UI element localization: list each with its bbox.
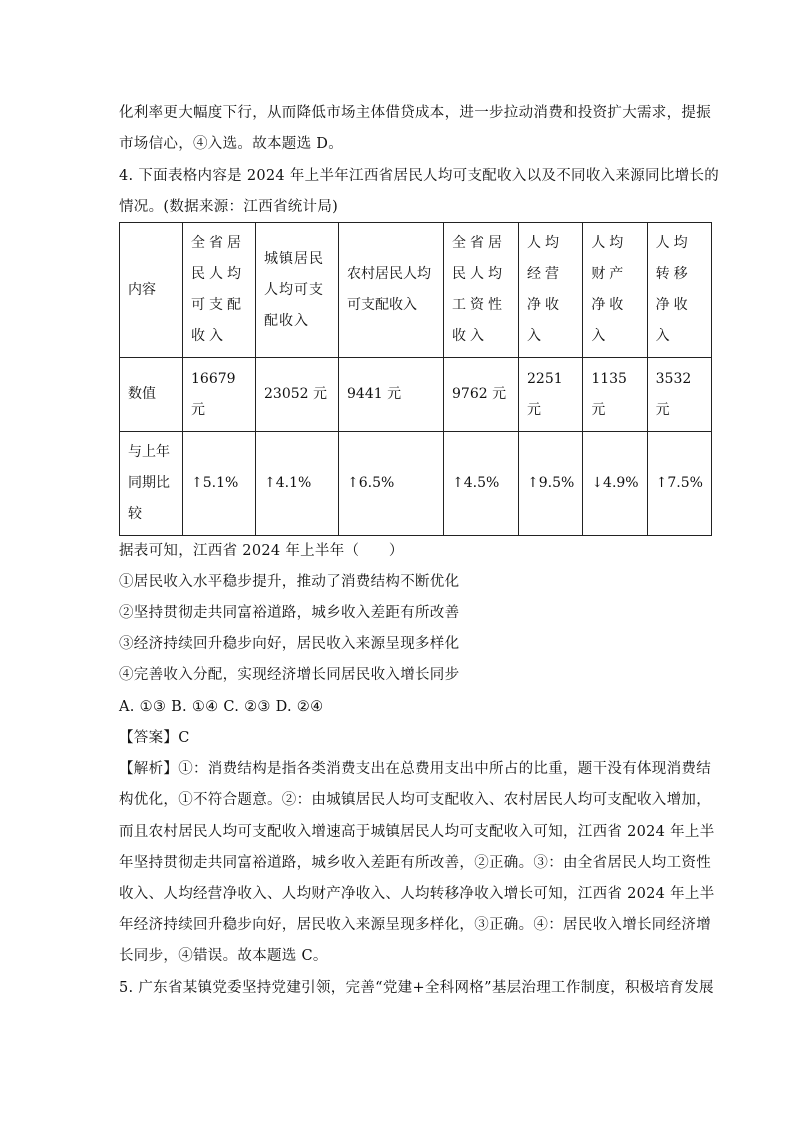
table-cell: 全省居民人均可支配收入 <box>183 223 256 358</box>
table-row <box>120 432 712 536</box>
table-cell: 9762 元 <box>444 358 519 432</box>
text-line: 市场信心，④入选。故本题选 D。 <box>119 136 344 152</box>
table-row <box>120 358 712 432</box>
analysis-line: 【解析】①：消费结构是指各类消费支出在总费用支出中所占的比重，题干没有体现消费结 <box>119 761 711 777</box>
table-cell: ↓4.9% <box>583 432 647 536</box>
text-line: 化利率更大幅度下行，从而降低市场主体借贷成本，进一步拉动消费和投资扩大需求，提振 <box>119 105 711 121</box>
table-cell: 23052 元 <box>256 358 339 432</box>
analysis-line: 而且农村居民人均可支配收入增速高于城镇居民人均可支配收入可知，江西省 2024 年上半 <box>119 824 715 840</box>
option-line: ②坚持贯彻走共同富裕道路，城乡收入差距有所改善 <box>119 605 460 621</box>
table-cell: 3532 元 <box>647 358 711 432</box>
answer-choices: A. ①③ B. ①④ C. ②③ D. ②④ <box>119 699 324 715</box>
table-cell: 全省居民人均工资性收入 <box>444 223 519 358</box>
table-cell: 1135 元 <box>583 358 647 432</box>
analysis-line: 年坚持贯彻走共同富裕道路，城乡收入差距有所改善，②正确。③：由全省居民人均工资性 <box>119 855 711 871</box>
question-prompt: 据表可知，江西省 2024 年上半年（ ） <box>119 543 404 559</box>
table-cell: ↑4.1% <box>256 432 339 536</box>
table-cell: 9441 元 <box>339 358 444 432</box>
table-cell: ↑4.5% <box>444 432 519 536</box>
option-line: ③经济持续回升稳步向好，居民收入来源呈现多样化 <box>119 636 460 652</box>
table-cell: 与上年同期比较 <box>120 432 183 536</box>
question-stem-line: 情况。(数据来源：江西省统计局) <box>119 199 339 215</box>
answer-line: 【答案】C <box>119 730 190 746</box>
analysis-line: 收入、人均经营净收入、人均财产净收入、人均转移净收入增长可知，江西省 2024 年上半 <box>119 886 715 902</box>
table-cell: 16679 元 <box>183 358 256 432</box>
table-cell: 2251 元 <box>519 358 583 432</box>
table-cell: ↑9.5% <box>519 432 583 536</box>
analysis-line: 构优化，①不符合题意。②：由城镇居民人均可支配收入、农村居民人均可支配收入增加， <box>119 792 711 808</box>
table-cell: 人均转移净收入 <box>647 223 711 358</box>
income-table <box>119 222 712 536</box>
next-question-line: 5. 广东省某镇党委坚持党建引领，完善“党建+全科网格”基层治理工作制度，积极培育发展 <box>119 980 714 996</box>
analysis-line: 长同步，④错误。故本题选 C。 <box>119 948 328 964</box>
analysis-line: 年经济持续回升稳步向好，居民收入来源呈现多样化，③正确。④：居民收入增长同经济增 <box>119 917 711 933</box>
table-cell: ↑6.5% <box>339 432 444 536</box>
question-stem-line: 4. 下面表格内容是 2024 年上半年江西省居民人均可支配收入以及不同收入来源同比增长的 <box>119 168 720 184</box>
table-cell: ↑5.1% <box>183 432 256 536</box>
option-line: ④完善收入分配，实现经济增长同居民收入增长同步 <box>119 667 460 683</box>
table-cell: 数值 <box>120 358 183 432</box>
table-cell: ↑7.5% <box>647 432 711 536</box>
table-cell: 人均经营净收入 <box>519 223 583 358</box>
option-line: ①居民收入水平稳步提升，推动了消费结构不断优化 <box>119 574 460 590</box>
table-cell: 内容 <box>120 223 183 358</box>
table-cell: 农村居民人均可支配收入 <box>339 223 444 358</box>
table-header-row <box>120 223 712 358</box>
table-cell: 人均财产净收入 <box>583 223 647 358</box>
table-cell: 城镇居民人均可支配收入 <box>256 223 339 358</box>
